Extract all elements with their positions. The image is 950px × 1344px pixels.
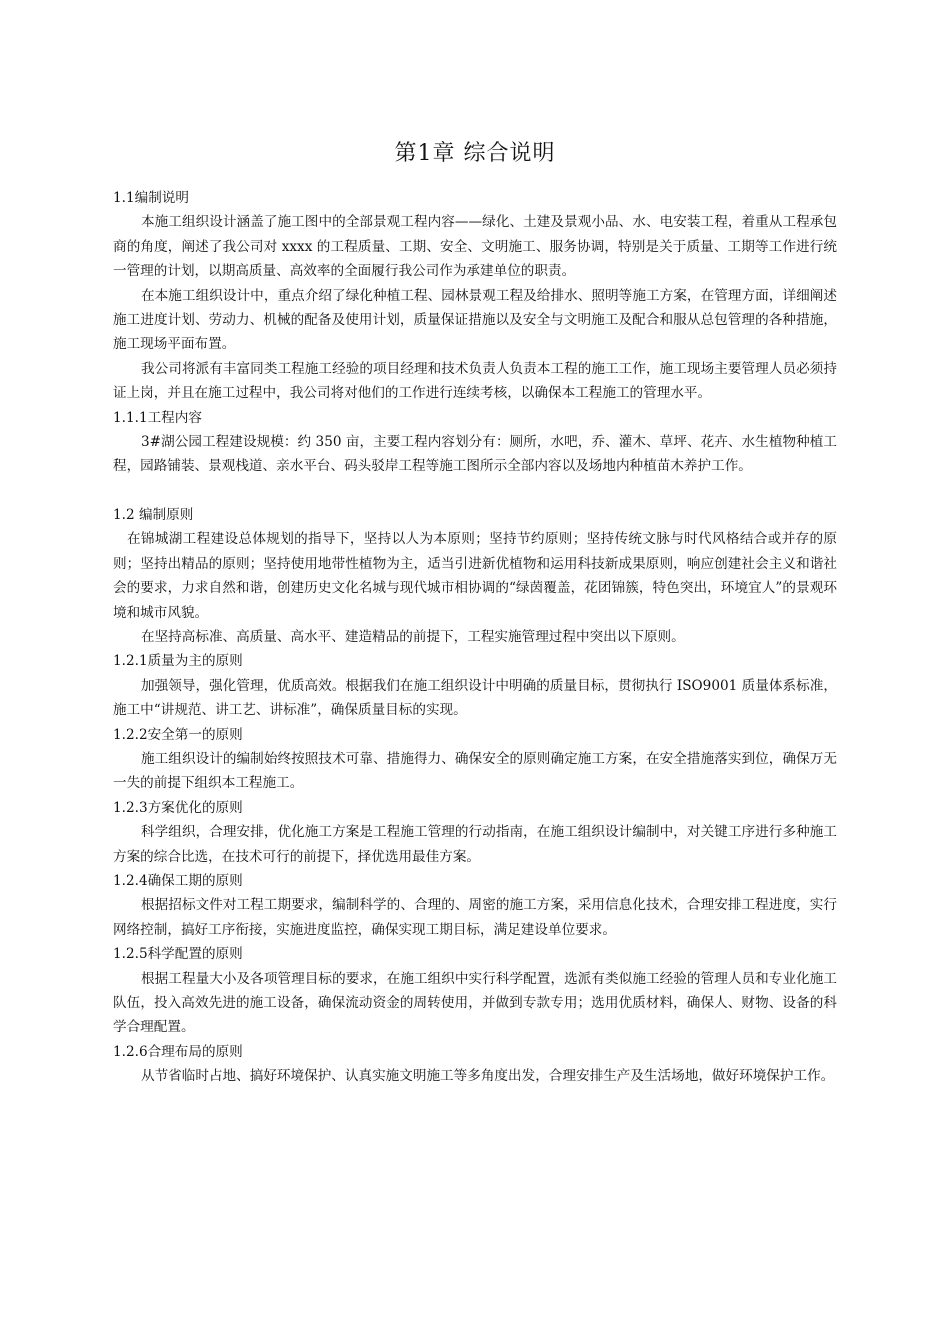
section-heading-1-1: 1.1编制说明 (113, 190, 189, 206)
section-heading-1-2-6: 1.2.6合理布局的原则 (113, 1043, 243, 1060)
section-heading-1-2-5: 1.2.5科学配置的原则 (113, 946, 243, 963)
paragraph: 在坚持高标准、高质量、高水平、建造精品的前提下，工程实施管理过程中突出以下原则。 (141, 628, 685, 645)
paragraph: 科学组织，合理安排，优化施工方案是工程施工管理的行动指南，在施工组织设计编制中，对关键工序进行多种施工方案的综合比选，在技术可行的前提下，择优选用最佳方案。 (113, 824, 837, 865)
document-body (113, 186, 837, 1089)
paragraph: 施工组织设计的编制始终按照技术可靠、措施得力、确保安全的原则确定施工方案，在安全措施落实到位，确保万无一失的前提下组织本工程施工。 (113, 750, 837, 792)
paragraph: 加强领导，强化管理，优质高效。根据我们在施工组织设计中明确的质量目标，贯彻执行 ISO9001 质量体系标准，施工中“讲规范、讲工艺、讲标准”，确保质量目标的实现。 (113, 677, 837, 719)
paragraph: 在锦城湖工程建设总体规划的指导下，坚持以人为本原则；坚持节约原则；坚持传统文脉与时代风格结合或并存的原则；坚持出精品的原则；坚持使用地带性植物为主，适当引进新优植物和运用科技新成果原则，响应创建社会主义和谐社会的要求，力求自然和谐，创建历史文化名城与现代城市相协调的“绿茵覆盖，花团锦簇，特色突出，环境宜人”的景观环境和城市风貌。 (113, 531, 837, 621)
section-heading-1-2-4: 1.2.4确保工期的原则 (113, 872, 243, 889)
paragraph: 在本施工组织设计中，重点介绍了绿化种植工程、园林景观工程及给排水、照明等施工方案，在管理方面，详细阐述施工进度计划、劳动力、机械的配备及使用计划，质量保证措施以及安全与文明施工及配合和服从总包管理的各种措施，施工现场平面布置。 (113, 287, 837, 353)
section-heading-1-1-1: 1.1.1工程内容 (113, 409, 202, 426)
paragraph: 从节省临时占地、搞好环境保护、认真实施文明施工等多角度出发，合理安排生产及生活场地，做好环境保护工作。 (141, 1068, 835, 1085)
chapter-title: 第1章 综合说明 (394, 141, 556, 166)
paragraph: 根据招标文件对工程工期要求，编制科学的、合理的、周密的施工方案，采用信息化技术，合理安排工程进度，实行网络控制，搞好工序衔接，实施进度监控，确保实现工期目标，满足建设单位要求。 (113, 897, 837, 938)
section-heading-1-2-2: 1.2.2安全第一的原则 (113, 726, 243, 743)
section-gap (113, 479, 837, 503)
paragraph: 根据工程量大小及各项管理目标的要求，在施工组织中实行科学配置，选派有类似施工经验的管理人员和专业化施工队伍，投入高效先进的施工设备，确保流动资金的周转使用，并做到专款专用；选用优质材料，确保人、财物、设备的科学合理配置。 (113, 970, 837, 1036)
paragraph: 本施工组织设计涵盖了施工图中的全部景观工程内容——绿化、土建及景观小品、水、电安装工程，着重从工程承包商的角度，阐述了我公司对 xxxx 的工程质量、工期、安全、文明施工、服务协调，特别是关于质量、工期等工作进行统一管理的计划，以期高质量、高效率的全面履行我公司作为承建单位的职责。 (113, 214, 837, 280)
paragraph: 我公司将派有丰富同类工程施工经验的项目经理和技术负责人负责本工程的施工工作，施工现场主要管理人员必须持证上岗，并且在施工过程中，我公司将对他们的工作进行连续考核，以确保本工程施工的管理水平。 (113, 360, 837, 402)
section-heading-1-2-3: 1.2.3方案优化的原则 (113, 799, 243, 816)
section-heading-1-2: 1.2 编制原则 (113, 506, 194, 523)
section-heading-1-2-1: 1.2.1质量为主的原则 (113, 653, 243, 670)
paragraph: 3#湖公园工程建设规模：约 350 亩，主要工程内容划分有：厕所，水吧，乔、灌木、草坪、花卉、水生植物种植工程，园路铺装、景观栈道、亲水平台、码头驳岸工程等施工图所示全部内容以及场地内种植苗木养护工作。 (113, 434, 837, 475)
